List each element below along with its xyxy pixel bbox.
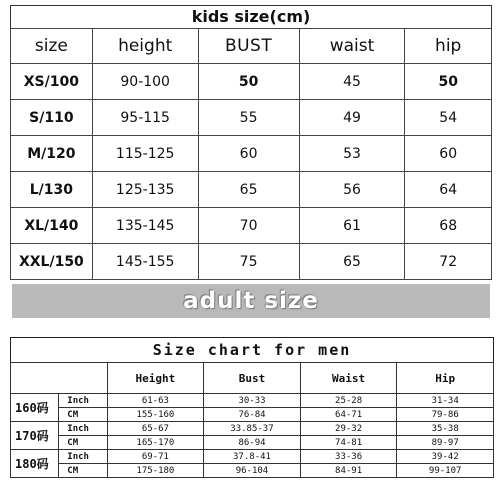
men-size-section [10,337,494,478]
men-height-cell: 175-180 [107,464,204,478]
table-row [11,100,492,136]
table-row [11,394,494,408]
men-bust-cell: 37.8-41 [204,450,301,464]
kids-size-title: kids size(cm) [10,5,492,28]
table-row [11,464,494,478]
table-row [11,136,492,172]
kids-size-table [10,28,492,280]
kids-bust-cell: 55 [198,100,299,136]
men-header-waist: Waist [300,363,397,394]
men-header-blank [11,363,108,394]
men-header-height: Height [107,363,204,394]
kids-size-cell: XS/100 [11,64,93,100]
men-size-title: Size chart for men [10,337,494,362]
kids-bust-cell: 50 [198,64,299,100]
kids-header-bust: BUST [198,29,299,64]
kids-height-cell: 95-115 [92,100,198,136]
men-bust-cell: 96-104 [204,464,301,478]
men-hip-cell: 79-86 [397,408,494,422]
men-waist-cell: 29-32 [300,422,397,436]
men-waist-cell: 84-91 [300,464,397,478]
kids-size-cell: S/110 [11,100,93,136]
men-waist-cell: 33-36 [300,450,397,464]
men-hip-cell: 31-34 [397,394,494,408]
men-bust-cell: 76-84 [204,408,301,422]
men-group-label: 160码 [11,394,59,422]
men-hip-cell: 89-97 [397,436,494,450]
table-row [11,422,494,436]
men-unit-cell: CM [59,436,107,450]
kids-bust-cell: 70 [198,208,299,244]
men-size-table [10,362,494,478]
men-unit-cell: Inch [59,450,107,464]
men-height-cell: 65-67 [107,422,204,436]
men-group-label: 170码 [11,422,59,450]
adult-size-label: adult size [183,288,319,314]
kids-waist-cell: 56 [299,172,405,208]
men-height-cell: 165-170 [107,436,204,450]
table-row [11,172,492,208]
men-bust-cell: 30-33 [204,394,301,408]
kids-header-hip: hip [405,29,492,64]
kids-waist-cell: 45 [299,64,405,100]
men-unit-cell: CM [59,408,107,422]
men-unit-cell: CM [59,464,107,478]
kids-bust-cell: 60 [198,136,299,172]
table-row [11,408,494,422]
men-height-cell: 69-71 [107,450,204,464]
men-height-cell: 61-63 [107,394,204,408]
men-hip-cell: 39-42 [397,450,494,464]
kids-bust-cell: 75 [198,244,299,280]
table-row [11,208,492,244]
kids-waist-cell: 61 [299,208,405,244]
kids-hip-cell: 54 [405,100,492,136]
men-bust-cell: 86-94 [204,436,301,450]
adult-size-banner [12,284,490,318]
kids-hip-cell: 72 [405,244,492,280]
kids-size-cell: XL/140 [11,208,93,244]
men-height-cell: 155-160 [107,408,204,422]
men-unit-cell: Inch [59,422,107,436]
men-header-bust: Bust [204,363,301,394]
kids-waist-cell: 65 [299,244,405,280]
kids-header-height: height [92,29,198,64]
kids-height-cell: 125-135 [92,172,198,208]
kids-height-cell: 145-155 [92,244,198,280]
kids-header-waist: waist [299,29,405,64]
men-hip-cell: 35-38 [397,422,494,436]
table-row [11,64,492,100]
men-unit-cell: Inch [59,394,107,408]
kids-height-cell: 135-145 [92,208,198,244]
table-row [11,450,494,464]
kids-height-cell: 115-125 [92,136,198,172]
kids-size-cell: L/130 [11,172,93,208]
kids-header-size: size [11,29,93,64]
men-header-hip: Hip [397,363,494,394]
men-waist-cell: 25-28 [300,394,397,408]
kids-hip-cell: 50 [405,64,492,100]
kids-header-row [11,29,492,64]
table-row [11,436,494,450]
kids-size-cell: XXL/150 [11,244,93,280]
kids-hip-cell: 60 [405,136,492,172]
kids-bust-cell: 65 [198,172,299,208]
men-hip-cell: 99-107 [397,464,494,478]
men-header-row [11,363,494,394]
men-waist-cell: 74-81 [300,436,397,450]
kids-hip-cell: 68 [405,208,492,244]
men-group-label: 180码 [11,450,59,478]
kids-size-section [10,5,492,280]
kids-size-cell: M/120 [11,136,93,172]
men-waist-cell: 64-71 [300,408,397,422]
kids-waist-cell: 49 [299,100,405,136]
men-bust-cell: 33.85-37 [204,422,301,436]
kids-waist-cell: 53 [299,136,405,172]
kids-hip-cell: 64 [405,172,492,208]
kids-height-cell: 90-100 [92,64,198,100]
table-row [11,244,492,280]
